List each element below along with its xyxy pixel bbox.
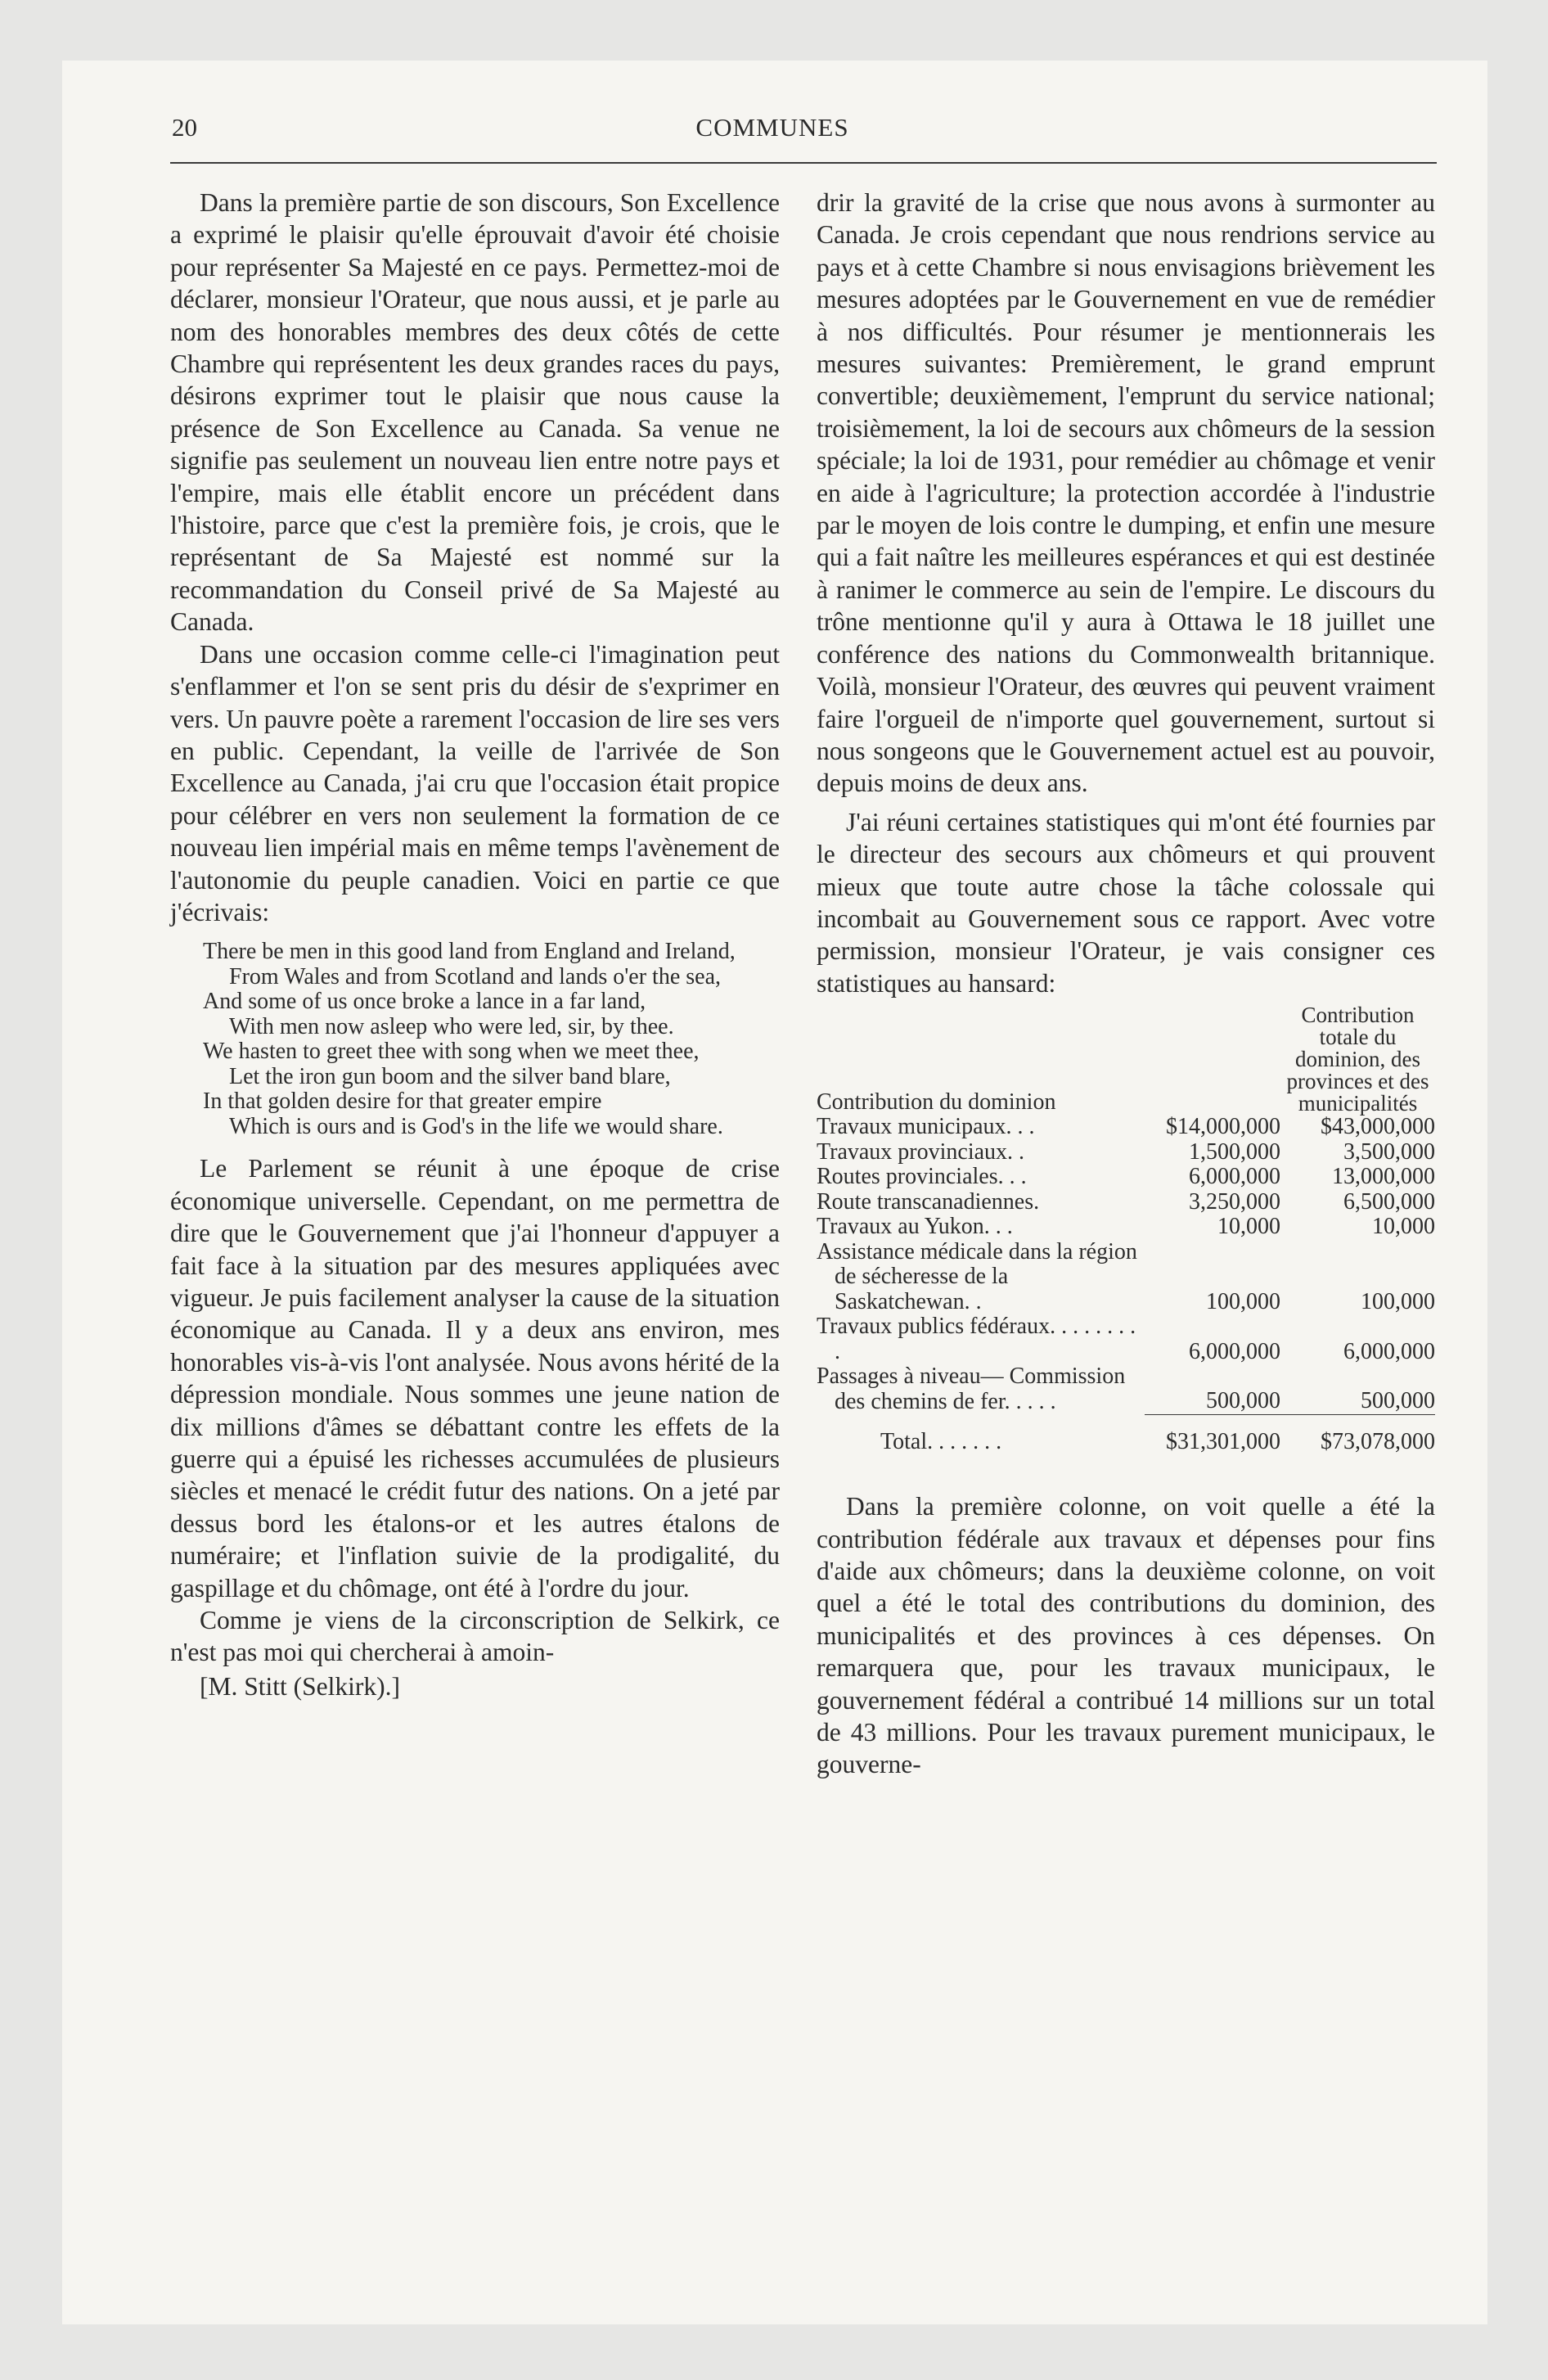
right-column: [817, 187, 1435, 1781]
total-total: $73,078,000: [1321, 1428, 1435, 1454]
table-header-row: [817, 1004, 1435, 1115]
statistics-table: [817, 1004, 1435, 1454]
row-label: Passages à niveau— Commission des chemins de fer. . . . .: [817, 1364, 1126, 1414]
paragraph: Dans la première colonne, on voit quelle a été la contribution fédérale aux travaux et dépenses pour fins d'aide aux chômeurs; dans la deuxième colonne, on voit quel a été le total des contributions du dominion, des municipalités et des provinces à ces dépenses. On remarquera que, pour les travaux municipaux, le gouvernement fédéral a contribué 14 millions sur un total de 43 millions. Pour les travaux purement municipaux, le gouverne-: [817, 1492, 1435, 1779]
speaker-signature: [M. Stitt (Selkirk).]: [200, 1671, 400, 1701]
cell-total: 6,000,000: [1343, 1338, 1435, 1364]
cell-total: 13,000,000: [1332, 1164, 1435, 1190]
row-label: Routes provinciales. . .: [817, 1164, 1027, 1190]
poem-line: There be men in this good land from England and Ireland,: [203, 939, 736, 965]
cell-dominion: 1,500,000: [1188, 1138, 1280, 1165]
total-dominion: $31,301,000: [1165, 1428, 1280, 1454]
table-header: Contribution totale du dominion, des provinces et des municipalités: [1286, 1003, 1429, 1116]
table-row: [817, 1190, 1435, 1215]
poem-line: And some of us once broke a lance in a far land,: [203, 989, 646, 1015]
cell-total: 6,500,000: [1343, 1188, 1435, 1215]
cell-dominion: 6,000,000: [1188, 1164, 1280, 1190]
page-header: [110, 113, 1435, 154]
cell-total: 500,000: [1280, 1364, 1435, 1414]
header-rule: [170, 162, 1437, 164]
cell-total: $43,000,000: [1321, 1114, 1435, 1140]
poem-line: In that golden desire for that greater empire: [203, 1089, 602, 1115]
running-title: COMMUNES: [695, 113, 849, 142]
cell-dominion: 500,000: [1145, 1364, 1280, 1414]
row-label: Travaux au Yukon. . .: [817, 1214, 1013, 1240]
cell-total: 10,000: [1372, 1214, 1435, 1240]
cell-dominion: 3,250,000: [1188, 1188, 1280, 1215]
table-row: [817, 1240, 1435, 1315]
table-row: [817, 1314, 1435, 1364]
paragraph: J'ai réuni certaines statistiques qui m'ont été fournies par le directeur des secours aux chômeurs et qui prouvent mieux que toute autre chose la tâche colossale qui incombait au Gouvernement sous ce rapport. Avec votre permission, monsieur l'Orateur, je vais consigner ces statistiques au hansard:: [817, 807, 1435, 998]
table-row: [817, 1215, 1435, 1240]
poem-line: With men now asleep who were led, sir, by thee.: [229, 1013, 674, 1039]
paragraph: Comme je viens de la circonscription de Selkirk, ce n'est pas moi qui chercherai à amoin-: [170, 1606, 780, 1667]
poem-line: We hasten to greet thee with song when we meet thee,: [203, 1039, 700, 1065]
table-row: [817, 1364, 1435, 1414]
table-header: Contribution du dominion: [817, 1089, 1056, 1115]
poem: [203, 940, 780, 1139]
row-label: Travaux provinciaux. .: [817, 1138, 1025, 1165]
left-column: [170, 187, 780, 1702]
cell-dominion: 6,000,000: [1188, 1338, 1280, 1364]
row-label: Assistance médicale dans la région de sécheresse de la Saskatchewan. .: [817, 1238, 1137, 1314]
table-row: [817, 1165, 1435, 1190]
paragraph: Dans la première partie de son discours, Son Excellence a exprimé le plaisir qu'elle éprouvait d'avoir été choisie pour représenter Sa Majesté en ce pays. Permettez-moi de déclarer, monsieur l'Orateur, que nous aussi, et je parle au nom des honorables membres des deux côtés de cette Chambre qui représentent les deux grandes races du pays, désirons exprimer tout le plaisir que nous cause la présence de Son Excellence au Canada. Sa venue ne signifie pas seulement un nouveau lien entre notre pays et l'empire, mais elle établit encore un précédent dans l'histoire, parce que c'est la première fois, je crois, que le représentant de Sa Majesté est nommé sur la recommandation du Conseil privé de Sa Majesté au Canada.: [170, 188, 780, 637]
cell-total: 100,000: [1361, 1288, 1435, 1314]
paragraph: drir la gravité de la crise que nous avons à surmonter au Canada. Je crois cependant que nous rendrions service au pays et à cette Chambre si nous envisagions brièvement les mesures adoptées par le Gouvernement en vue de remédier à nos difficultés. Pour résumer je mentionnerais les mesures suivantes: Premièrement, le grand emprunt convertible; deuxièmement, l'emprunt du service national; troisièmement, la loi de secours aux chômeurs de la session spéciale; la loi de 1931, pour remédier au chômage et venir en aide à l'agriculture; la protection accordée à l'industrie par le moyen de lois contre le dumping, et enfin une mesure qui a fait naître les meilleures espérances et qui est destinée à ranimer le commerce au sein de l'empire. Le discours du trône mentionne qu'il y aura à Ottawa le 18 juillet une conférence des nations du Commonwealth britannique. Voilà, monsieur l'Orateur, des œuvres qui peuvent vraiment faire l'orgueil de n'importe quel gouvernement, surtout si nous songeons que le Gouvernement actuel est au pouvoir, depuis moins de deux ans.: [817, 188, 1435, 798]
row-label: Travaux publics fédéraux. . . . . . . . .: [817, 1314, 1136, 1364]
table-row: [817, 1115, 1435, 1140]
row-label: Travaux municipaux. . .: [817, 1114, 1035, 1140]
cell-dominion: $14,000,000: [1165, 1114, 1280, 1140]
poem-line: Let the iron gun boom and the silver band blare,: [229, 1063, 671, 1089]
poem-line: Which is ours and is God's in the life we would share.: [229, 1113, 723, 1139]
cell-dominion: 100,000: [1205, 1288, 1280, 1314]
paragraph: Le Parlement se réunit à une époque de crise économique universelle. Cependant, on me permettra de dire que le Gouvernement que j'ai l'honneur d'appuyer a fait face à la situation par des mesures appliquées avec vigueur. Je puis facilement analyser la cause de la situation économique au Canada. Il y a deux ans environ, mes honorables vis-à-vis l'ont analysée. Nous avons hérité de la dépression mondiale. Nous sommes une jeune nation de dix millions d'âmes se débattant contre les effets de la guerre qui a épuisé les richesses accumulées de plusieurs siècles et menacé le crédit futur des nations. On a jeté par dessus bord les étalons-or et les autres étalons de numéraire; et l'inflation suivie de la prodigalité, du gaspillage et du chômage, ont été à l'ordre du jour.: [170, 1154, 780, 1602]
cell-dominion: 10,000: [1217, 1214, 1280, 1240]
row-label: Route transcanadiennes.: [817, 1188, 1040, 1215]
page-number: 20: [172, 113, 197, 142]
total-label: Total. . . . . . .: [880, 1428, 1002, 1454]
poem-line: From Wales and from Scotland and lands o'er the sea,: [229, 963, 722, 989]
cell-total: 3,500,000: [1343, 1138, 1435, 1165]
paragraph: Dans une occasion comme celle-ci l'imagination peut s'enflammer et l'on se sent pris du désir de s'exprimer en vers. Un pauvre poète a rarement l'occasion de lire ses vers en public. Cependant, la veille de l'arrivée de Son Excellence au Canada, j'ai cru que l'occasion était propice pour célébrer en vers non seulement la formation de ce nouveau lien impérial mais en même temps l'avènement de l'autonomie du peuple canadien. Voici en partie ce que j'écrivais:: [170, 639, 780, 926]
table-row: [817, 1140, 1435, 1165]
table-total-row: [817, 1414, 1435, 1454]
